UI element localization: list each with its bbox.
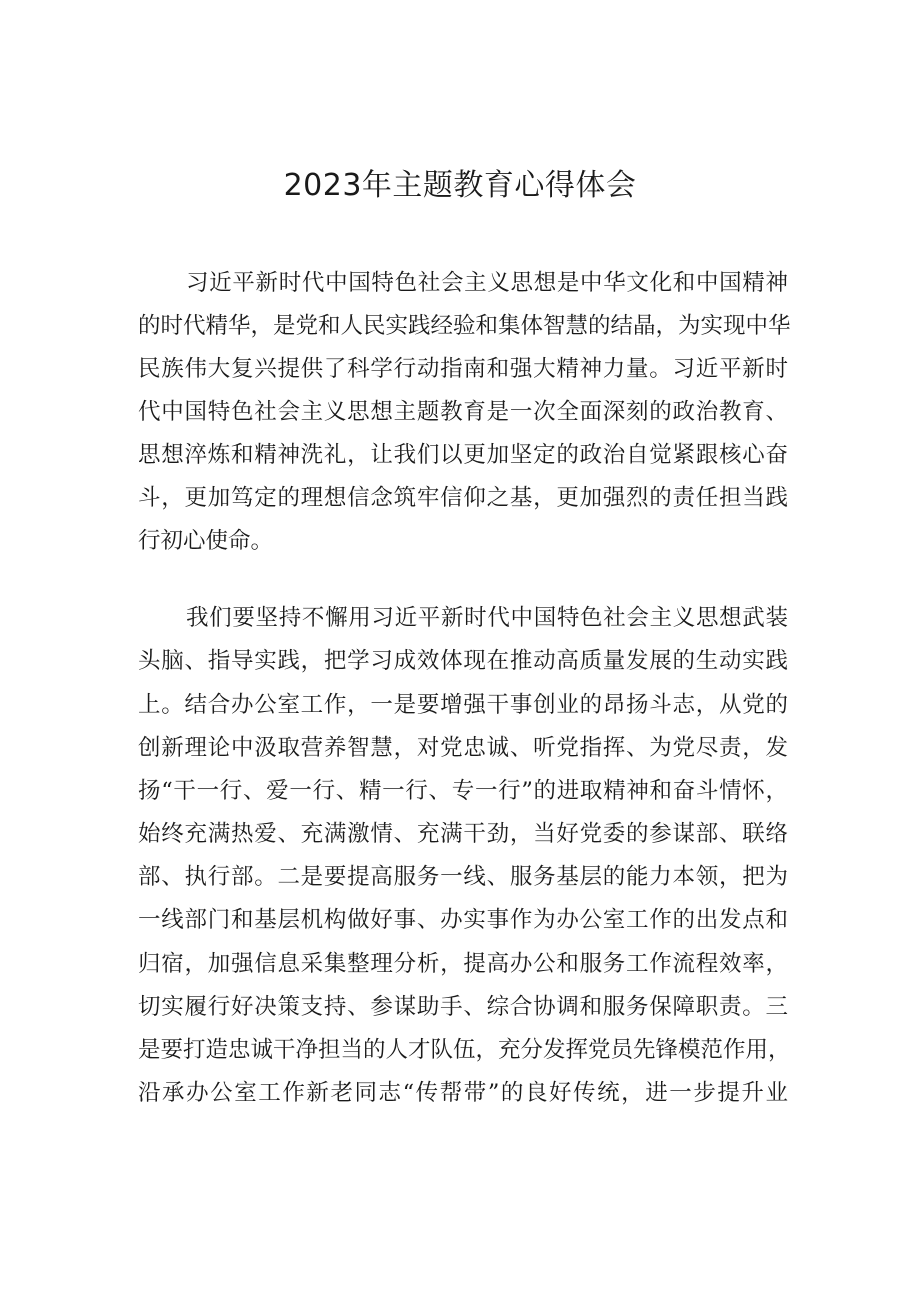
document-title: 2023年主题教育心得体会 xyxy=(283,168,637,203)
paragraph-1-line-4: 代中国特色社会主义思想主题教育是一次全面深刻的政治教育、 xyxy=(138,399,788,425)
paragraph-2-line-1: 我们要坚持不懈用习近平新时代中国特色社会主义思想武装 xyxy=(186,605,788,631)
paragraph-2-line-9: 归宿，加强信息采集整理分析，提高办公和服务工作流程效率， xyxy=(138,951,788,977)
paragraph-2-line-11: 是要打造忠诚干净担当的人才队伍，充分发挥党员先锋模范作用， xyxy=(138,1037,791,1063)
paragraph-2-line-4: 创新理论中汲取营养智慧，对党忠诚、听党指挥、为党尽责，发 xyxy=(138,735,788,761)
paragraph-2-line-8: 一线部门和基层机构做好事、办实事作为办公室工作的出发点和 xyxy=(138,907,788,933)
paragraph-2-line-5: 扬“干一行、爱一行、精一行、专一行”的进取精神和奋斗情怀， xyxy=(138,778,788,804)
paragraph-2-line-12: 沿承办公室工作新老同志“传帮带”的良好传统，进一步提升业 xyxy=(138,1080,788,1106)
paragraph-2-line-6: 始终充满热爱、充满激情、充满干劲，当好党委的参谋部、联络 xyxy=(138,821,788,847)
paragraph-2-line-10: 切实履行好决策支持、参谋助手、综合协调和服务保障职责。三 xyxy=(138,994,788,1020)
paragraph-1-line-5: 思想淬炼和精神洗礼，让我们以更加坚定的政治自觉紧跟核心奋 xyxy=(138,442,788,468)
paragraph-1-line-7: 行初心使命。 xyxy=(138,528,274,554)
paragraph-1-line-2: 的时代精华，是党和人民实践经验和集体智慧的结晶，为实现中华 xyxy=(138,313,791,339)
paragraph-1-line-3: 民族伟大复兴提供了科学行动指南和强大精神力量。习近平新时 xyxy=(138,356,788,382)
paragraph-1-line-1: 习近平新时代中国特色社会主义思想是中华文化和中国精神 xyxy=(186,270,788,296)
paragraph-2-line-3: 上。结合办公室工作，一是要增强干事创业的昂扬斗志，从党的 xyxy=(138,692,788,718)
paragraph-2-line-7: 部、执行部。二是要提高服务一线、服务基层的能力本领，把为 xyxy=(138,864,788,890)
paragraph-2-line-2: 头脑、指导实践，把学习成效体现在推动高质量发展的生动实践 xyxy=(138,648,788,674)
paragraph-1-line-6: 斗，更加笃定的理想信念筑牢信仰之基，更加强烈的责任担当践 xyxy=(138,485,788,511)
